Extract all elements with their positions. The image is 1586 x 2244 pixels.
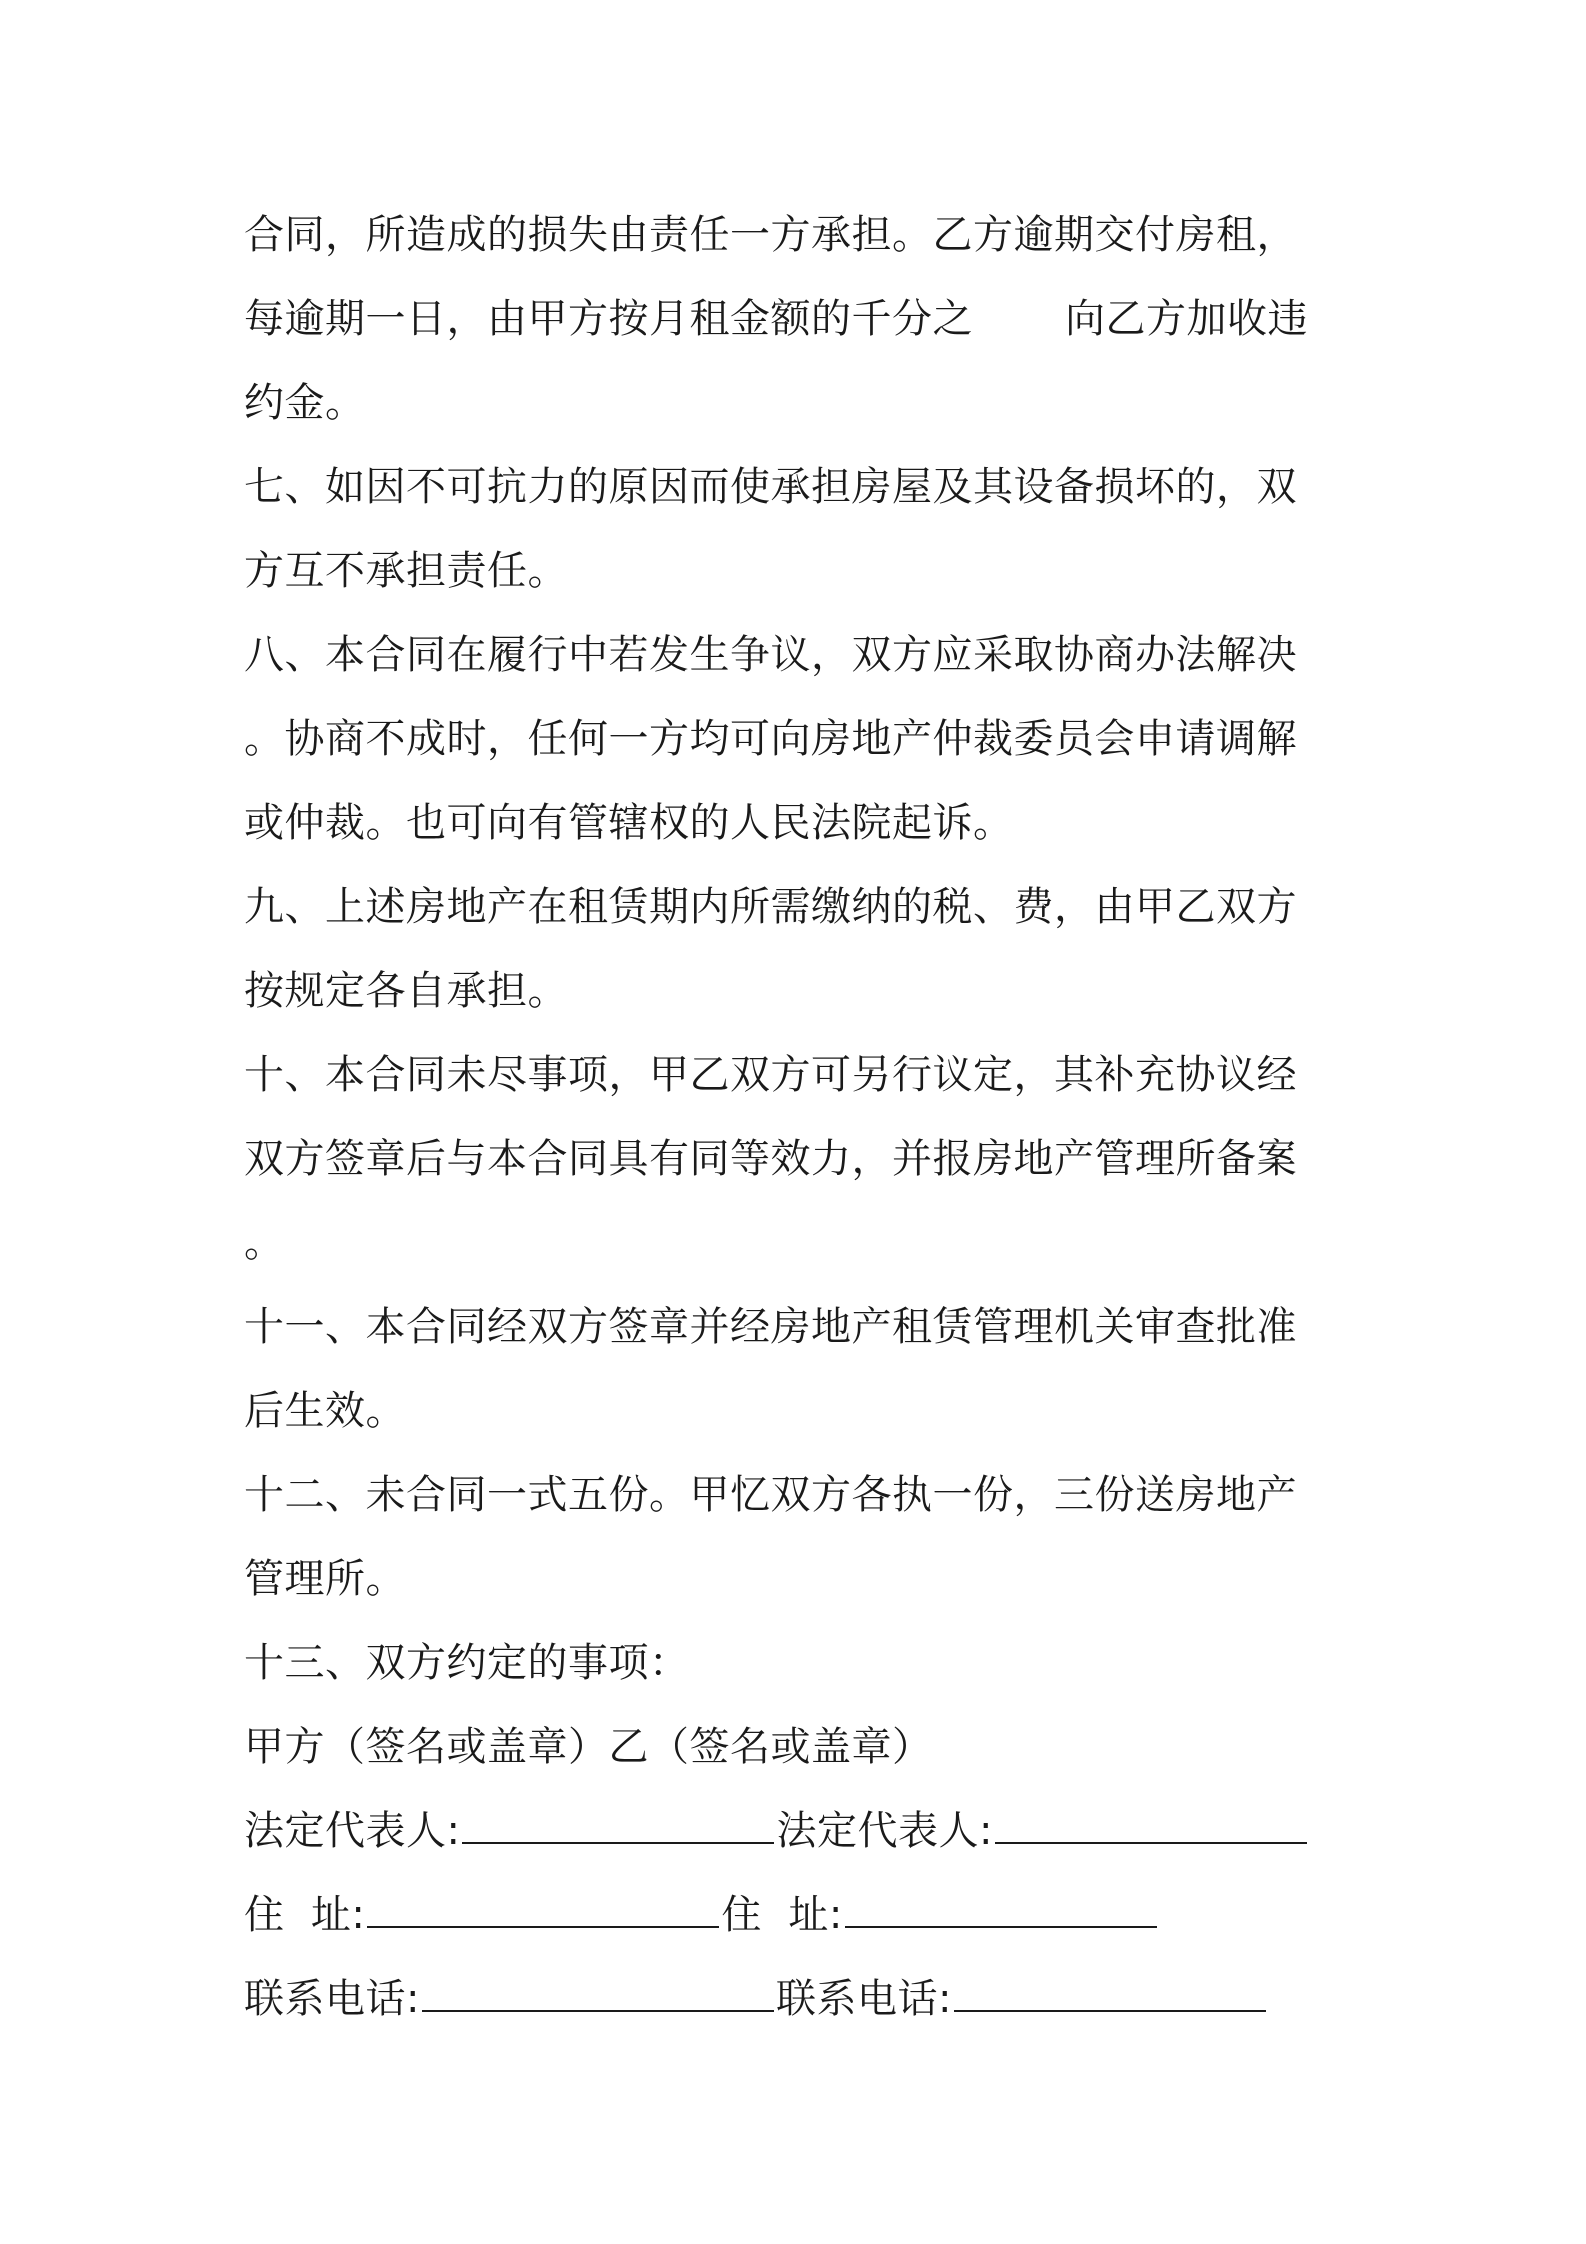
phone-blank-a[interactable] [422,1974,774,2012]
clause-13-line: 十三、双方约定的事项： [244,1640,690,1686]
contract-line: 按规定各自承担。 [244,968,568,1014]
clause-10-line: 十、本合同未尽事项，甲乙双方可另行议定，其补充协议经 [244,1052,1297,1098]
address-label-b: 住 址: [721,1892,843,1938]
address-blank-a[interactable] [367,1890,719,1928]
contract-body [244,193,1356,2041]
penalty-text-before: 每逾期一日，由甲方按月租金额的千分之 [244,296,973,342]
contract-line: 双方签章后与本合同具有同等效力，并报房地产管理所备案 [244,1136,1297,1182]
legal-rep-blank-b[interactable] [995,1806,1307,1844]
contract-line: 合同，所造成的损失由责任一方承担。乙方逾期交付房租， [244,212,1297,258]
penalty-line [244,277,1356,361]
legal-rep-blank-a[interactable] [462,1806,774,1844]
phone-label-b: 联系电话: [775,1976,952,2022]
address-blank-b[interactable] [845,1890,1157,1928]
clause-8-line: 八、本合同在履行中若发生争议，双方应采取协商办法解决 [244,632,1297,678]
phone-blank-b[interactable] [954,1974,1266,2012]
clause-9-line: 九、上述房地产在租赁期内所需缴纳的税、费，由甲乙双方 [244,884,1297,930]
contract-line: 。协商不成时，任何一方均可向房地产仲裁委员会申请调解 [244,716,1297,762]
address-label-a: 住 址: [244,1892,366,1938]
phone-row [244,1957,1356,2041]
contract-line: 。 [244,1220,285,1266]
signature-parties-line: 甲方（签名或盖章）乙（签名或盖章） [244,1724,933,1770]
contract-line: 或仲裁。也可向有管辖权的人民法院起诉。 [244,800,1014,846]
clause-7-line: 七、如因不可抗力的原因而使承担房屋及其设备损坏的，双 [244,464,1297,510]
contract-line: 管理所。 [244,1556,406,1602]
clause-12-line: 十二、未合同一式五份。甲忆双方各执一份，三份送房地产 [244,1472,1297,1518]
clause-11-line: 十一、本合同经双方签章并经房地产租赁管理机关审查批准 [244,1304,1297,1350]
contract-line: 约金。 [244,380,366,426]
address-row [244,1873,1356,1957]
phone-label-a: 联系电话: [244,1976,420,2022]
contract-line: 方互不承担责任。 [244,548,568,594]
contract-line: 后生效。 [244,1388,406,1434]
legal-rep-label-a: 法定代表人: [244,1808,461,1854]
legal-rep-label-b: 法定代表人: [776,1808,993,1854]
penalty-text-after: 向乙方加收违 [1065,296,1308,342]
legal-rep-row [244,1789,1356,1873]
